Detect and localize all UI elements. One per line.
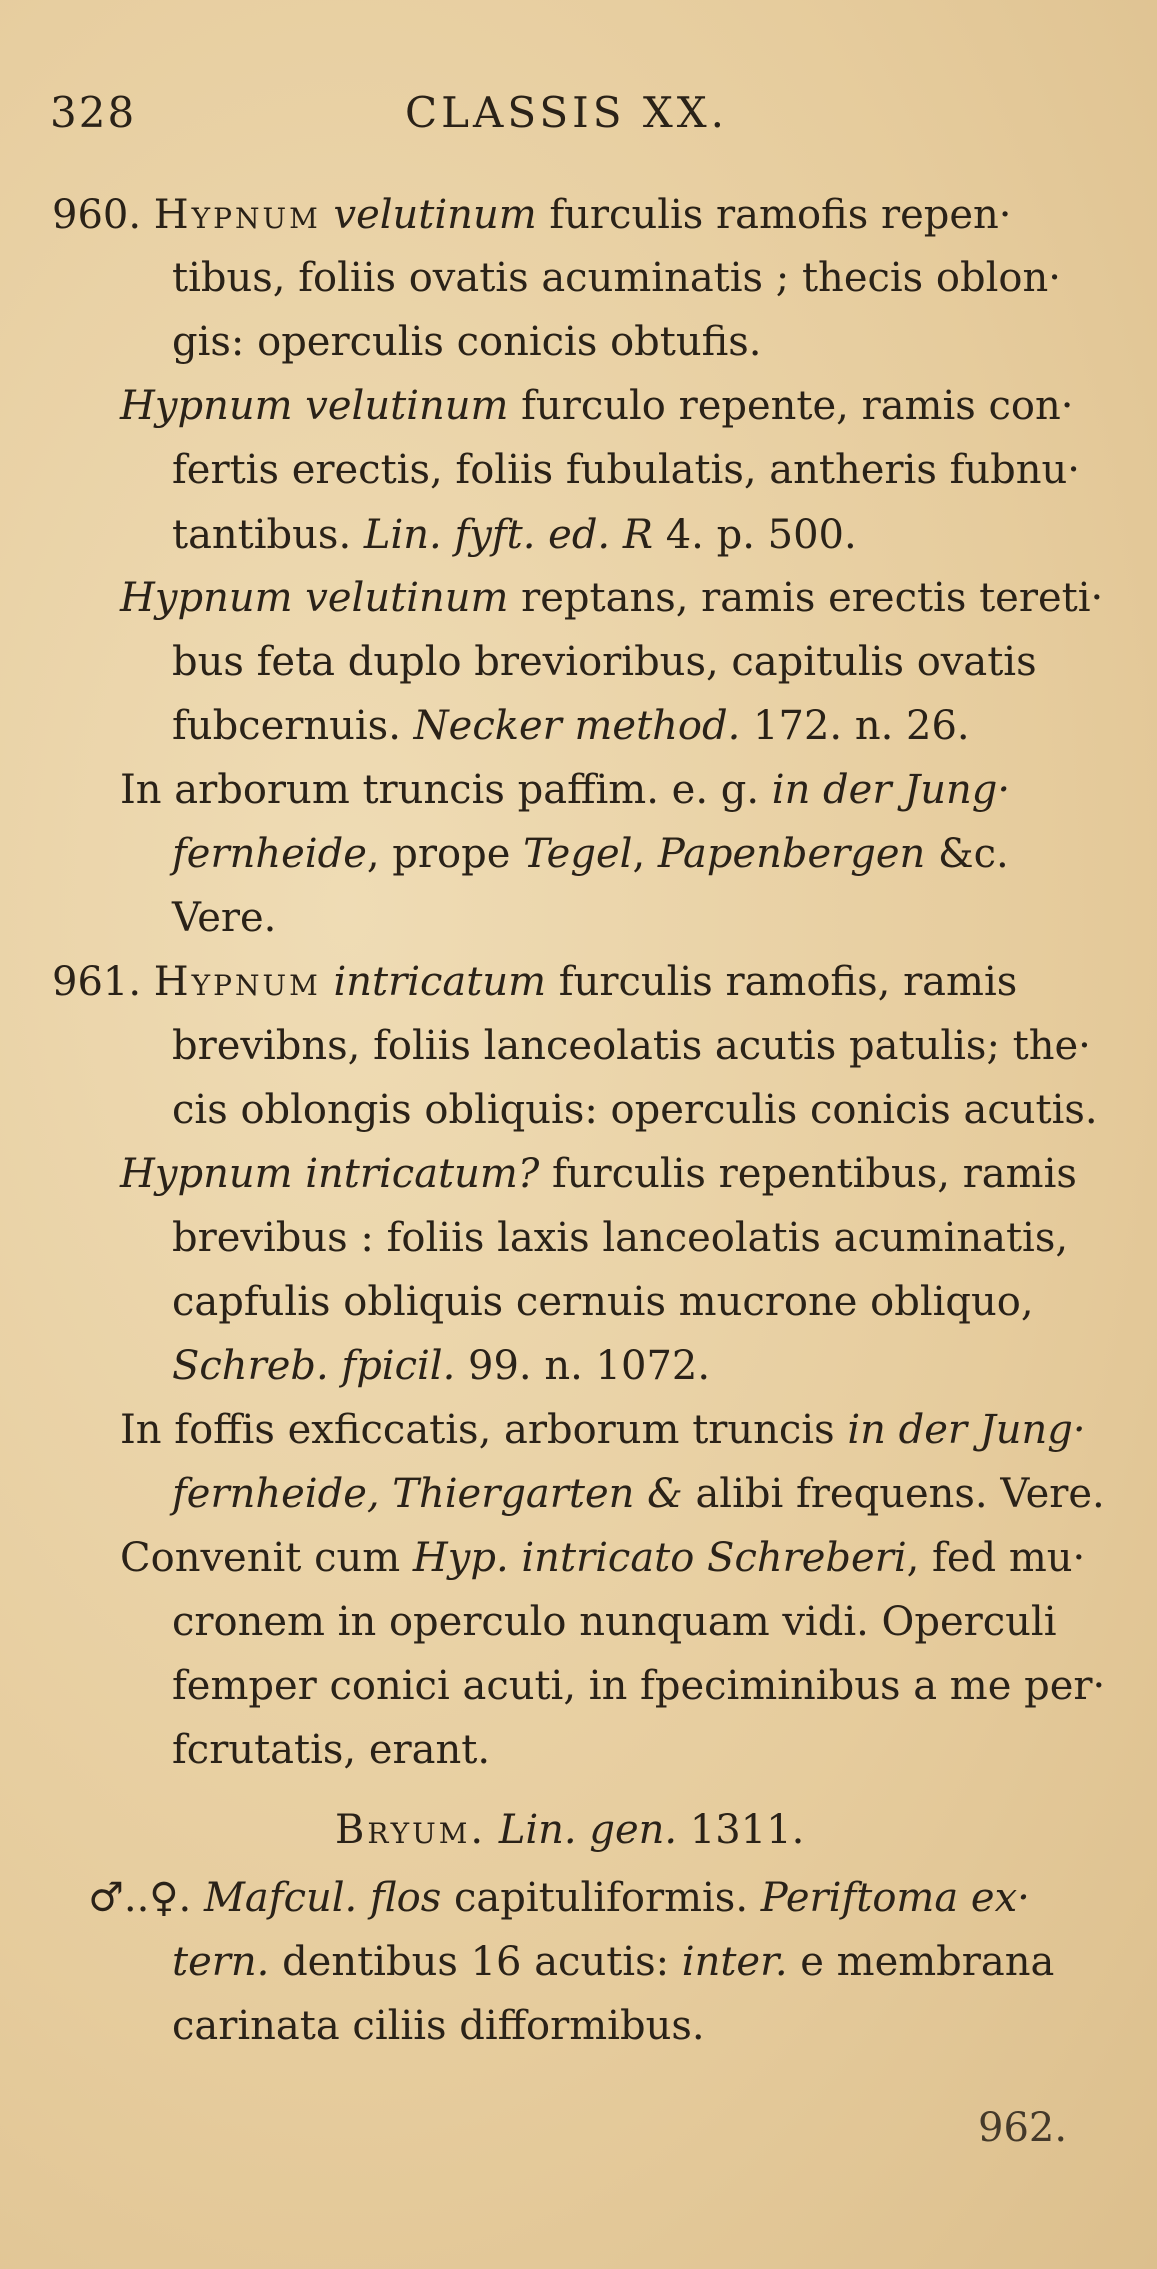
habitat-2-line-1 (120, 1407, 1086, 1453)
habitat-text: alibi frequens. Vere. (695, 1471, 1105, 1517)
genus-description-line-1 (88, 1875, 1030, 1921)
descriptor: Mafcul. flos (203, 1875, 442, 1921)
note-text: , fed mu· (906, 1535, 1086, 1581)
genus-description-line-2 (172, 1939, 1055, 1985)
descriptor: Periftoma ex· (760, 1875, 1030, 1921)
literature-reference: Necker method. (413, 703, 741, 749)
genus-name: Hypnum (153, 959, 321, 1005)
synonym-1-line-2: fertis erectis, foliis fubulatis, antheris fubnu· (172, 447, 1080, 493)
reference-number: 1311. (689, 1807, 805, 1853)
entry-number: 961. (52, 959, 142, 1005)
synonym-text: furculo repente, ramis con· (521, 383, 1074, 429)
synonym-text: furculis repentibus, ramis (551, 1151, 1077, 1197)
cited-taxon: Hyp. intricato Schreberi (412, 1535, 907, 1581)
synonym-1-line-3 (172, 512, 857, 558)
locality: in der Jung· (771, 767, 1011, 813)
habitat-1-line-1 (120, 767, 1011, 813)
habitat-1-line-2 (172, 831, 1009, 877)
diagnosis-text: furculis ramofis, ramis (558, 959, 1018, 1005)
descriptor: inter. (681, 1939, 788, 1985)
entry-960-line-2: tibus, foliis ovatis acuminatis ; thecis oblon· (172, 255, 1061, 301)
entry-960-line-1 (52, 192, 1012, 238)
locality: fernheide (172, 831, 367, 877)
description-text: dentibus 16 acutis: (282, 1939, 670, 1985)
synonym-2-line-2: bus feta duplo brevioribus, capitulis ovatis (172, 639, 1037, 685)
descriptor: tern. (172, 1939, 270, 1985)
reference-page: 99. n. 1072. (468, 1343, 711, 1389)
note-line-4: fcrutatis, erant. (172, 1727, 491, 1773)
entry-961-line-2: brevibns, foliis lanceolatis acutis patulis; the· (172, 1023, 1091, 1069)
locality: fernheide, (172, 1471, 380, 1517)
habitat-text: In foffis exficcatis, arborum truncis (120, 1407, 835, 1453)
synonym-3-line-3: capfulis obliquis cernuis mucrone obliquo, (172, 1279, 1034, 1325)
page-title: CLASSIS XX. (405, 88, 729, 137)
literature-reference: Schreb. fpicil. (172, 1343, 456, 1389)
locality: Thiergarten (392, 1471, 635, 1517)
synonym-text: tantibus. (172, 512, 352, 558)
note-line-1 (120, 1535, 1086, 1581)
ampersand: & (647, 1471, 683, 1517)
species-name: intricatum (333, 959, 547, 1005)
synonym-name: Hypnum velutinum (120, 383, 509, 429)
reference-page: 4. p. 500. (665, 512, 857, 558)
locality: Tegel (523, 831, 633, 877)
entry-960-line-3: gis: operculis conicis obtufis. (172, 319, 762, 365)
diagnosis-text: furculis ramofis repen· (549, 192, 1012, 238)
species-name: velutinum (333, 192, 537, 238)
habitat-text: &c. (938, 831, 1009, 877)
catchword: 962. (978, 2105, 1068, 2151)
habitat-text: In arborum truncis paffim. e. g. (120, 767, 760, 813)
genus-name: Bryum. (335, 1807, 487, 1853)
running-header (50, 88, 1097, 148)
sex-symbols: ♂..♀. (88, 1875, 192, 1921)
entry-number: 960. (52, 192, 142, 238)
note-line-3: femper conici acuti, in fpeciminibus a me per· (172, 1663, 1106, 1709)
genus-description-line-3: carinata ciliis difformibus. (172, 2003, 705, 2049)
reference-page: 172. n. 26. (753, 703, 970, 749)
punctuation: , (632, 831, 646, 877)
literature-reference: Lin. gen. (498, 1807, 678, 1853)
synonym-name: Hypnum intricatum? (120, 1151, 540, 1197)
synonym-3-line-2: brevibus : foliis laxis lanceolatis acuminatis, (172, 1215, 1069, 1261)
page-number: 328 (50, 88, 137, 137)
synonym-2-line-3 (172, 703, 970, 749)
genus-name: Hypnum (153, 192, 321, 238)
synonym-1-line-1 (120, 383, 1074, 429)
habitat-1-line-3: Vere. (172, 895, 277, 941)
genus-heading (335, 1807, 805, 1853)
note-line-2: cronem in operculo nunquam vidi. Operculi (172, 1599, 1057, 1645)
synonym-3-line-1 (120, 1151, 1077, 1197)
literature-reference: Lin. fyft. ed. R (363, 512, 653, 558)
entry-961-line-1 (52, 959, 1018, 1005)
description-text: capituliformis. (453, 1875, 749, 1921)
synonym-2-line-1 (120, 575, 1104, 621)
synonym-text: reptans, ramis erectis tereti· (521, 575, 1104, 621)
synonym-name: Hypnum velutinum (120, 575, 509, 621)
locality: in der Jung· (847, 1407, 1086, 1453)
habitat-2-line-2 (172, 1471, 1105, 1517)
entry-961-line-3: cis oblongis obliquis: operculis conicis acutis. (172, 1087, 1098, 1133)
description-text: e membrana (800, 1939, 1055, 1985)
note-text: Convenit cum (120, 1535, 401, 1581)
locality: Papenbergen (657, 831, 926, 877)
synonym-text: fubcernuis. (172, 703, 401, 749)
synonym-3-line-4 (172, 1343, 711, 1389)
habitat-text: , prope (366, 831, 511, 877)
